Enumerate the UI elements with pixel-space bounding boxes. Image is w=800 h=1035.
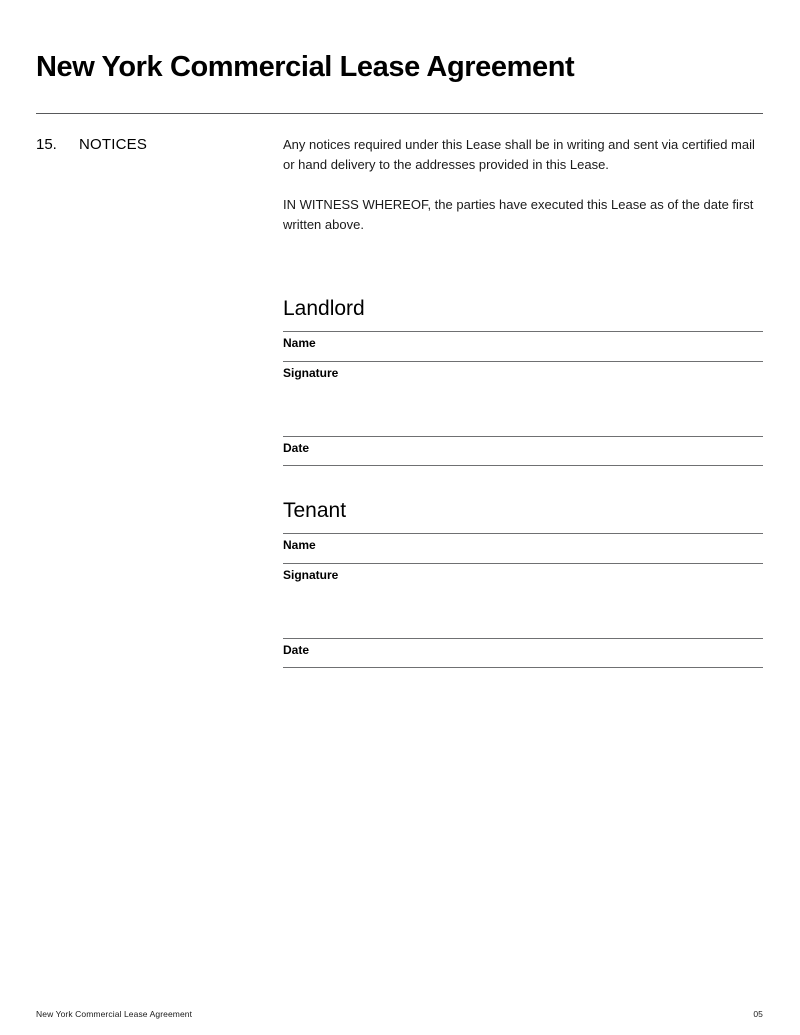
footer-document-title: New York Commercial Lease Agreement [36, 1009, 193, 1019]
date-field-label[interactable]: Date [283, 643, 310, 657]
section-paragraph: Any notices required under this Lease shall be in writing and sent via certified mail or hand delivery to the addresses provided in this Lease. [283, 137, 755, 172]
section-paragraph: IN WITNESS WHEREOF, the parties have executed this Lease as of the date first written above. [283, 197, 754, 232]
signature-writing-area[interactable] [283, 583, 763, 638]
signature-block-landlord [283, 296, 763, 466]
footer-page-number: 05 [753, 1009, 763, 1019]
name-field-label[interactable]: Name [283, 538, 316, 552]
page-footer [36, 1008, 763, 1020]
section-number: 15. [36, 136, 57, 153]
section-body [283, 135, 763, 235]
date-field-label[interactable]: Date [283, 441, 310, 455]
page-title: New York Commercial Lease Agreement [36, 51, 575, 84]
signature-writing-area[interactable] [283, 381, 763, 436]
signature-block-party-heading: Tenant [283, 499, 347, 522]
date-field-rule-bottom [283, 667, 763, 668]
section-heading: NOTICES [79, 136, 148, 153]
signature-block-tenant [283, 498, 763, 668]
signature-field-label[interactable]: Signature [283, 366, 339, 380]
name-field-label[interactable]: Name [283, 336, 316, 350]
date-field-rule-bottom [283, 465, 763, 466]
header-divider [36, 113, 763, 114]
signature-field-label[interactable]: Signature [283, 568, 339, 582]
signature-block-party-heading: Landlord [283, 297, 365, 320]
